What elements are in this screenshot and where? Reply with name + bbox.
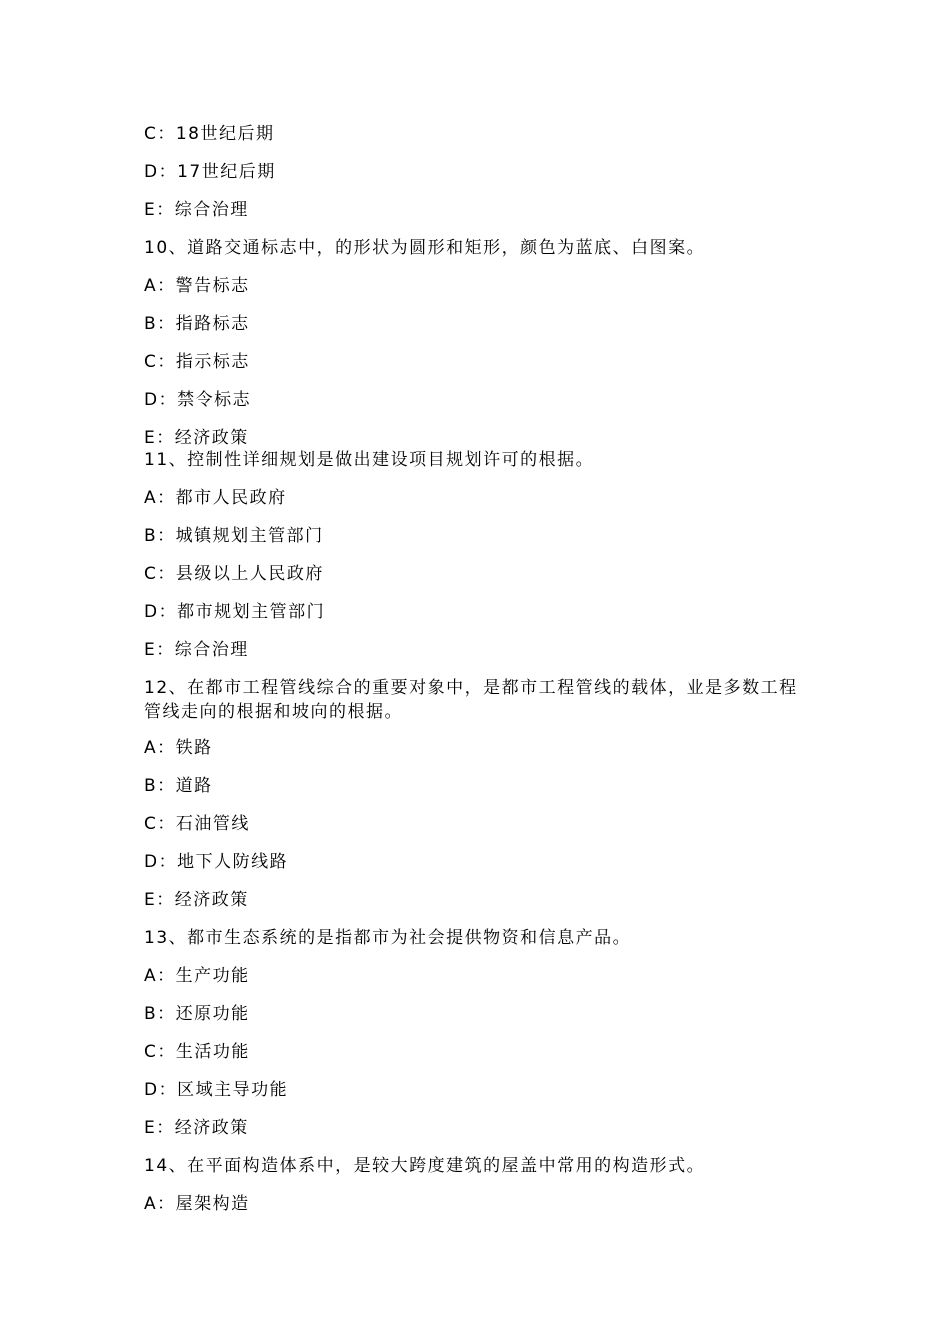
option-c: C：生活功能 — [144, 1042, 250, 1062]
option-b: B：道路 — [144, 776, 213, 796]
question-10: 10、道路交通标志中，的形状为圆形和矩形，颜色为蓝底、白图案。 — [144, 238, 706, 258]
option-c: C：18世纪后期 — [144, 124, 275, 144]
option-a: A：铁路 — [144, 738, 213, 758]
option-b: B：还原功能 — [144, 1004, 250, 1024]
option-a: A：都市人民政府 — [144, 488, 287, 508]
option-a: A：生产功能 — [144, 966, 250, 986]
option-c: C：指示标志 — [144, 352, 250, 372]
option-e: E：经济政策 — [144, 1118, 249, 1138]
question-11: 11、控制性详细规划是做出建设项目规划许可的根据。 — [144, 450, 595, 470]
option-d: D：区域主导功能 — [144, 1080, 289, 1100]
option-d: D：17世纪后期 — [144, 162, 276, 182]
option-e: E：经济政策 — [144, 890, 249, 910]
question-13: 13、都市生态系统的是指都市为社会提供物资和信息产品。 — [144, 928, 632, 948]
option-d: D：地下人防线路 — [144, 852, 289, 872]
option-a: A：警告标志 — [144, 276, 250, 296]
question-14: 14、在平面构造体系中，是较大跨度建筑的屋盖中常用的构造形式。 — [144, 1156, 706, 1176]
option-c: C：石油管线 — [144, 814, 250, 834]
option-b: B：城镇规划主管部门 — [144, 526, 324, 546]
option-a: A：屋架构造 — [144, 1194, 250, 1214]
option-e: E：综合治理 — [144, 640, 249, 660]
option-e: E：综合治理 — [144, 200, 249, 220]
option-c: C：县级以上人民政府 — [144, 564, 324, 584]
option-e: E：经济政策 — [144, 428, 249, 448]
option-d: D：都市规划主管部门 — [144, 602, 326, 622]
option-d: D：禁令标志 — [144, 390, 252, 410]
question-12: 12、在都市工程管线综合的重要对象中，是都市工程管线的载体，业是多数工程管线走向的根据和坡向的根据。 — [144, 678, 798, 722]
option-b: B：指路标志 — [144, 314, 250, 334]
